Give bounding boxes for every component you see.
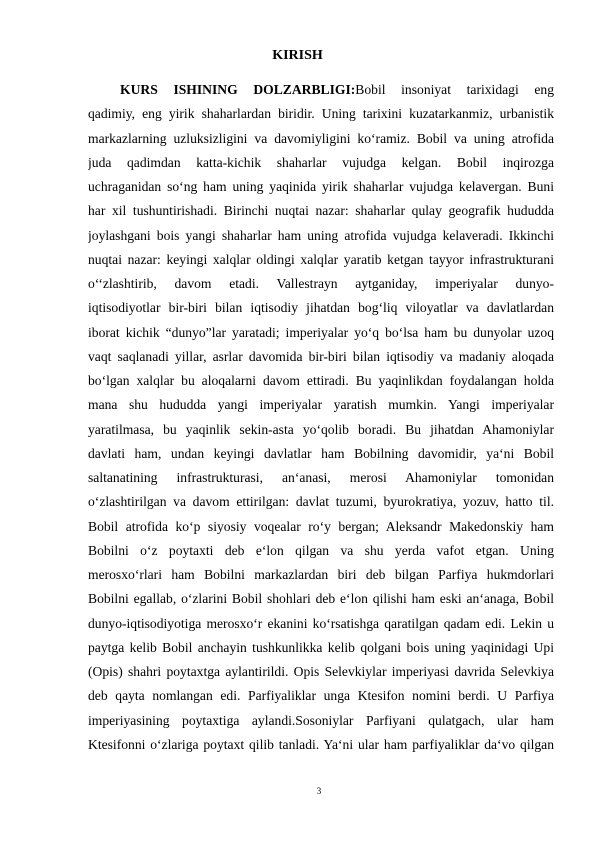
lead-word: DOLZARBLIGI:: [253, 82, 356, 97]
text-line: paytga kelib Bobil anchayin tushkunlikka kelib qolgani bois uning yaqinidagi Upi: [88, 639, 554, 655]
lead-word: ISHINING: [173, 82, 238, 97]
text-line: yaratilmasa, bu yaqinlik sekin-asta yo‘qolib boradi. Bu jihatdan Ahamoniylar: [88, 421, 554, 437]
text-line: merosxo‘rlari ham Bobilni markazlardan biri deb bilgan Parfiya hukmdorlari: [88, 567, 554, 582]
text-line: iqtisodiyotlar bir-biri bilan iqtisodiy jihatdan bog‘liq viloyatlar va davlatlardan: [88, 300, 554, 316]
text-line: Ktesifonni o‘zlariga poytaxt qilib tanladi. Ya‘ni ular ham parfiyaliklar da‘vo qilgan: [88, 736, 554, 752]
text-line: dunyo-iqtisodiyotiga merosxo‘r ekanini ko‘rsatishga qaratilgan qadam edi. Lekin u: [88, 615, 554, 631]
text-line: imperiyasining poytaxtiga aylandi.Sosoniylar Parfiyani qulatgach, ular ham: [88, 712, 554, 728]
text-line: joylashgani bois yangi shaharlar ham uning atrofida vujudga kelaveradi. Ikkinchi: [88, 227, 554, 243]
text-line: nuqtai nazar: keyingi xalqlar oldingi xalqlar yaratib ketgan tayyor infrastrukturani: [88, 251, 554, 267]
text-line: (Opis) shahri poytaxtga aylantirildi. Opis Selevkiylar imperiyasi davrida Selevkiya: [88, 664, 554, 679]
text-line: qadimiy, eng yirik shaharlardan biridir. Uning tarixini kuzatarkanmiz, urbanistik: [88, 106, 554, 122]
text-line: iborat kichik “dunyo”lar yaratadi; imperiyalar yo‘q bo‘lsa ham bu dunyolar uzoq: [88, 324, 554, 340]
text-line: bo‘lgan xalqlar bu aloqalarni davom ettiradi. Bu yaqinlikdan foydalangan holda: [88, 373, 554, 388]
text-line: o‘‘zlashtirib, davom etadi. Vallestrayn aytganiday, imperiyalar dunyo-: [88, 276, 554, 291]
text-line: mana shu hududda yangi imperiyalar yaratish mumkin. Yangi imperiyalar: [88, 397, 554, 413]
text-line: har xil tushuntirishadi. Birinchi nuqtai nazar: shaharlar qulay geografik hududda: [88, 203, 554, 219]
page-title: KIRISH: [272, 48, 323, 63]
text-line-1: [88, 78, 554, 102]
lead-word: KURS: [120, 82, 158, 97]
page-number: 3: [316, 786, 322, 796]
text-line: davlati ham, undan keyingi davlatlar ham Bobilning davomidir, ya‘ni Bobil: [88, 445, 554, 461]
text-line: o‘zlashtirilgan va davom ettirilgan: davlat tuzumi, byurokratiya, yozuv, hatto til.: [88, 494, 554, 510]
text-line: saltanatining infrastrukturasi, an‘anasi, merosi Ahamoniylar tomonidan: [88, 470, 554, 485]
text-line: vaqt saqlanadi yillar, asrlar davomida bir-biri bilan iqtisodiy va madaniy aloqada: [88, 348, 554, 364]
text-line: Bobilni egallab, o‘zlarini Bobil shohlari deb e‘lon qilishi ham eski an‘anaga, Bobil: [88, 591, 554, 607]
text-line: markazlarning uzluksizligini va davomiyligini ko‘ramiz. Bobil va uning atrofida: [88, 130, 554, 146]
text-line: uchraganidan so‘ng ham uning yaqinida yirik shaharlar vujudga kelavergan. Buni: [88, 179, 554, 194]
text-line: Bobil atrofida ko‘p siyosiy voqealar ro‘y bergan; Aleksandr Makedonskiy ham: [88, 518, 554, 534]
text-line: Bobilni o‘z poytaxti deb e‘lon qilgan va shu yerda vafot etgan. Uning: [88, 542, 554, 558]
text-line: juda qadimdan katta-kichik shaharlar vujudga kelgan. Bobil inqirozga: [88, 154, 554, 170]
text-line: deb qayta nomlangan edi. Parfiyaliklar unga Ktesifon nomini berdi. U Parfiya: [88, 688, 554, 704]
text-line-1-rest: Bobil insoniyat tarixidagi eng: [355, 82, 554, 97]
body-text: [88, 78, 554, 757]
